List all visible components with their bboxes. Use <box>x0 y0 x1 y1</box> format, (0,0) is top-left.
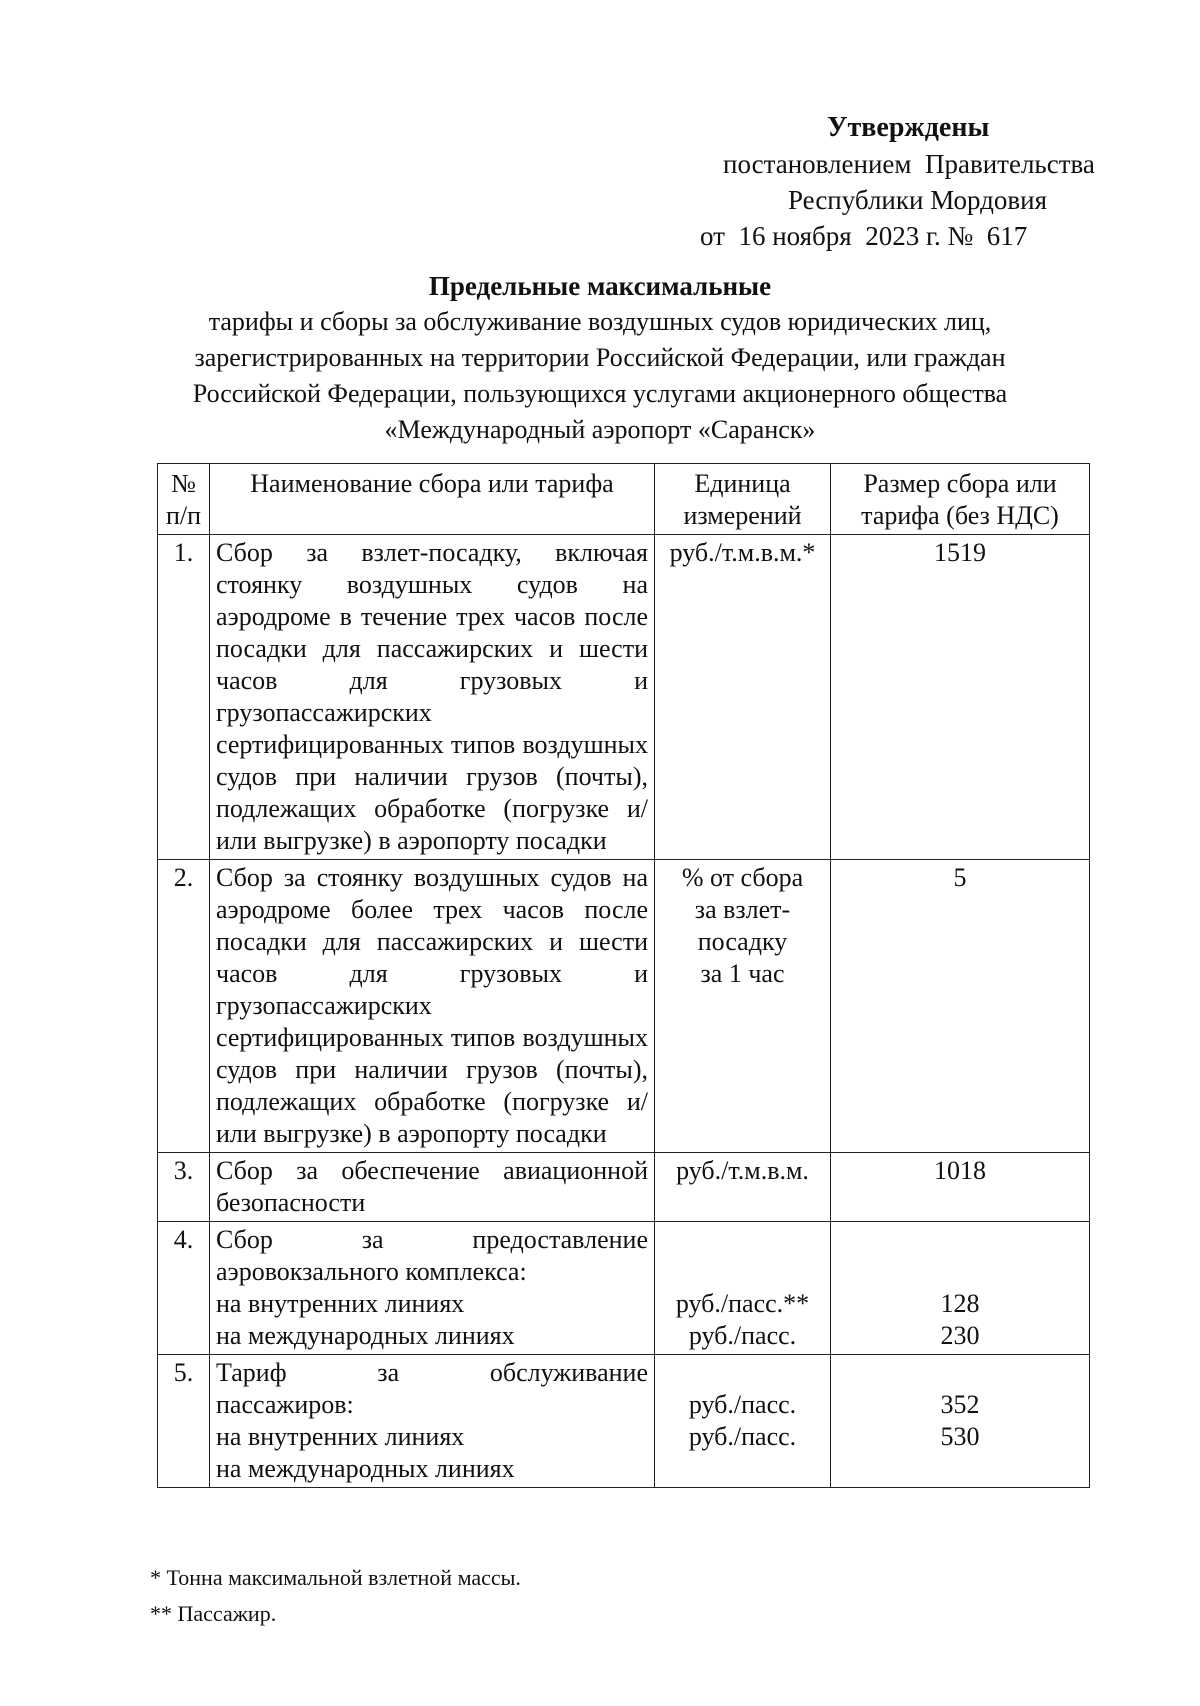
unit-line <box>661 1357 824 1389</box>
row-unit: руб./т.м.в.м.* <box>655 535 831 860</box>
unit-line: руб./пасс. <box>688 1390 797 1419</box>
document-title <box>120 268 1080 448</box>
footnotes <box>150 1560 521 1632</box>
approval-block <box>700 110 1120 254</box>
table-header-row <box>158 464 1090 535</box>
row-value: 5 <box>831 860 1090 1153</box>
row-num: 1. <box>158 535 210 860</box>
unit-line: руб./пасс.** <box>675 1289 810 1318</box>
row-name <box>210 1355 655 1488</box>
unit-line: руб./пасс. <box>688 1422 797 1451</box>
name-line: пассажиров: <box>216 1390 354 1419</box>
value-line: 230 <box>940 1321 980 1350</box>
footnote-1: * Тонна максимальной взлетной массы. <box>150 1565 521 1590</box>
unit-line: за взлет- <box>694 895 791 924</box>
tariffs-table <box>157 463 1090 1488</box>
row-name <box>210 1222 655 1355</box>
header-unit: Единица измерений <box>655 464 831 535</box>
row-num: 5. <box>158 1355 210 1488</box>
title-line-3: Российской Федерации, пользующихся услугами акционерного общества <box>192 379 1008 408</box>
name-line: на внутренних линиях <box>216 1422 465 1451</box>
row-value: 1519 <box>831 535 1090 860</box>
header-value: Размер сбора или тарифа (без НДС) <box>831 464 1090 535</box>
row-unit: руб./т.м.в.м. <box>655 1153 831 1222</box>
value-line: 352 <box>940 1390 980 1419</box>
value-line <box>837 1224 1083 1256</box>
row-name: Сбор за взлет-посадку, включая стоянку воздушных судов на аэродроме в течение трех часов после посадки для пассажирских и шести часов для грузовых и грузопассажирских сертифицированных типов воздушных судов при наличии грузов (почты), подлежащих обработке (погрузке и/или выгрузке) в аэропорту посадки <box>210 535 655 860</box>
footnote-2: ** Пассажир. <box>150 1601 277 1626</box>
name-line: Тариф за обслуживание <box>216 1358 648 1387</box>
table-row <box>158 535 1090 860</box>
unit-line <box>661 1453 824 1485</box>
header-name: Наименование сбора или тарифа <box>210 464 655 535</box>
unit-line: посадку <box>697 927 788 956</box>
unit-line: за 1 час <box>700 959 785 988</box>
row-name: Сбор за стоянку воздушных судов на аэродроме более трех часов после посадки для пассажирских и шести часов для грузовых и грузопассажирских сертифицированных типов воздушных судов при наличии грузов (почты), подлежащих обработке (погрузке и/или выгрузке) в аэропорту посадки <box>210 860 655 1153</box>
row-num: 2. <box>158 860 210 1153</box>
approval-line-3: от 16 ноября 2023 г. № 617 <box>700 221 1028 251</box>
value-line <box>837 1453 1083 1485</box>
unit-line: руб./пасс. <box>688 1321 797 1350</box>
value-line: 128 <box>940 1289 980 1318</box>
approval-line-2: Республики Мордовия <box>788 185 1048 215</box>
table-row <box>158 1222 1090 1355</box>
row-unit <box>655 1355 831 1488</box>
unit-line <box>661 1256 824 1288</box>
name-line: на международных линиях <box>216 1454 515 1483</box>
header-num: № п/п <box>158 464 210 535</box>
approval-heading: Утверждены <box>827 112 990 143</box>
row-num: 3. <box>158 1153 210 1222</box>
row-num: 4. <box>158 1222 210 1355</box>
row-unit <box>655 1222 831 1355</box>
title-heading: Предельные максимальные <box>428 271 772 301</box>
value-line <box>837 1256 1083 1288</box>
name-line: Сбор за предоставление <box>216 1225 648 1254</box>
row-value: 1018 <box>831 1153 1090 1222</box>
name-line: аэровокзального комплекса: <box>216 1257 527 1286</box>
table-row <box>158 1153 1090 1222</box>
unit-line: % от сбора <box>681 863 804 892</box>
row-value <box>831 1355 1090 1488</box>
title-line-4: «Международный аэропорт «Саранск» <box>384 415 816 444</box>
value-line: 530 <box>940 1422 980 1451</box>
row-unit <box>655 860 831 1153</box>
row-name: Сбор за обеспечение авиационной безопасности <box>210 1153 655 1222</box>
title-line-2: зарегистрированных на территории Российской Федерации, или граждан <box>194 343 1006 372</box>
name-line: на внутренних линиях <box>216 1289 465 1318</box>
approval-line-1: постановлением Правительства <box>723 149 1095 179</box>
unit-line <box>661 1224 824 1256</box>
table-row <box>158 1355 1090 1488</box>
title-line-1: тарифы и сборы за обслуживание воздушных судов юридических лиц, <box>208 307 992 336</box>
table-row <box>158 860 1090 1153</box>
value-line <box>837 1357 1083 1389</box>
name-line: на международных линиях <box>216 1321 515 1350</box>
row-value <box>831 1222 1090 1355</box>
